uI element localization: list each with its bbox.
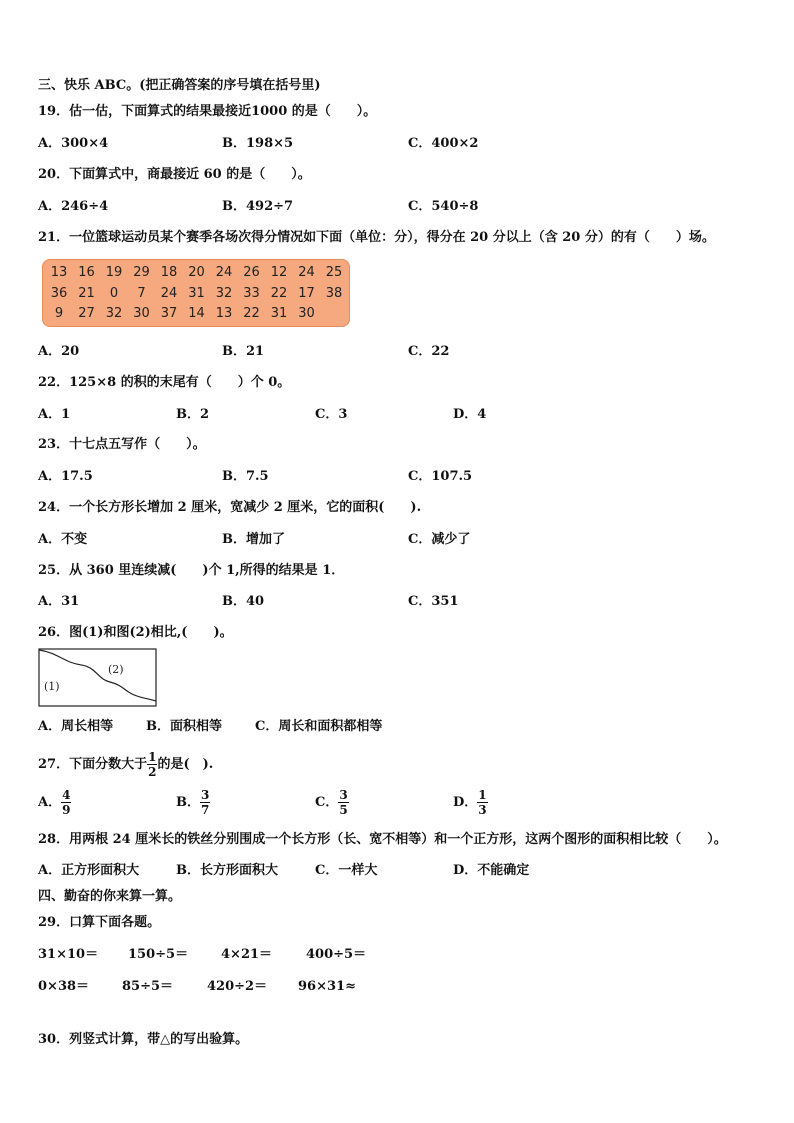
calc-item: 420÷2＝ [207, 979, 268, 994]
score-cell: 7 [137, 285, 146, 301]
calc-item: 4×21＝ [221, 947, 273, 962]
q27-stem-fraction: $\frac{1}{2}$ [148, 750, 157, 779]
score-cell: 19 [105, 265, 123, 280]
q20-option-c: C．540÷8 [408, 199, 479, 214]
figure-dividing-curve [39, 650, 156, 701]
q27-option-a: A． $\frac{4}{9}$ [38, 788, 71, 817]
q28-option-c: C．一样大 [315, 863, 378, 878]
q22-option-b: B．2 [176, 407, 210, 422]
q21-option-b: B．21 [222, 344, 265, 359]
score-cell: 9 [54, 306, 64, 321]
q30-stem: 30．列竖式计算，带△的写出验算。 [38, 1032, 249, 1047]
q25-option-c: C．351 [408, 594, 459, 609]
score-cell: 12 [270, 265, 288, 280]
score-cell: 31 [270, 306, 288, 321]
q27-option-c: C． $\frac{3}{5}$ [315, 788, 348, 817]
q19-stem: 19．估一估，下面算式的结果最接近1000 的是（ ）。 [38, 104, 377, 119]
q21-option-a: A．20 [38, 344, 80, 359]
q23-stem: 23．十七点五写作（ ）。 [38, 437, 206, 452]
figure-outer-rectangle [39, 649, 156, 706]
q25-option-a: A．31 [38, 594, 80, 609]
figure-label-2: (2) [108, 663, 124, 676]
q23-option-c: C．107.5 [408, 469, 473, 484]
score-cell: 24 [215, 265, 233, 280]
q28-option-a: A．正方形面积大 [38, 863, 140, 878]
score-cell: 36 [50, 285, 68, 301]
q23-option-a: A．17.5 [38, 469, 93, 484]
score-cell: 30 [133, 306, 150, 321]
q21-stem: 21．一位篮球运动员某个赛季各场次得分情况如下面（单位：分），得分在 20 分以上（含 20 分）的有（ ）场。 [38, 230, 715, 245]
calc-item: 150÷5＝ [128, 947, 189, 962]
score-cell: 26 [243, 265, 260, 280]
q19-option-b: B．198×5 [222, 136, 294, 151]
score-cell: 22 [243, 306, 260, 321]
q27-stem [38, 750, 213, 779]
q26-option-a: A．周长相等 [38, 719, 114, 734]
q27-option-b: B． $\frac{3}{7}$ [176, 788, 210, 817]
score-row [43, 263, 349, 283]
q20-option-b: B．492÷7 [222, 199, 294, 214]
section4-title: 四、勤奋的你来算一算。 [38, 889, 182, 904]
score-cell: 33 [243, 285, 260, 301]
calc-item: 31×10＝ [38, 947, 99, 962]
score-cell: 16 [78, 265, 95, 280]
score-cell: 30 [298, 306, 315, 321]
score-cell: 25 [325, 265, 343, 280]
q26-option-c: C．周长和面积都相等 [255, 719, 383, 734]
q24-option-b: B．增加了 [222, 532, 285, 547]
q26-stem: 26．图(1)和图(2)相比,( )。 [38, 625, 233, 640]
q21-option-c: C．22 [408, 344, 450, 359]
q25-option-b: B．40 [222, 594, 265, 609]
score-row [43, 304, 349, 324]
q20-stem: 20．下面算式中，商最接近 60 的是（ ）。 [38, 167, 311, 182]
score-cell: 22 [270, 285, 288, 301]
q24-option-c: C．减少了 [408, 532, 471, 547]
q28-option-d: D．不能确定 [453, 863, 530, 878]
q19-option-a: A．300×4 [38, 136, 109, 151]
score-cell: 13 [50, 265, 68, 280]
score-cell: 32 [105, 306, 123, 321]
q24-stem: 24．一个长方形长增加 2 厘米，宽减少 2 厘米，它的面积( ). [38, 500, 422, 515]
q19-option-c: C．400×2 [408, 136, 479, 151]
calc-item: 96×31≈ [298, 979, 356, 994]
score-cell: 31 [188, 285, 205, 301]
score-cell: 0 [109, 285, 119, 301]
score-cell: 14 [188, 306, 205, 321]
q27-stem-suffix: 的是( ). [157, 757, 214, 772]
q22-option-a: A．1 [38, 407, 71, 422]
q28-option-b: B．长方形面积大 [176, 863, 278, 878]
q26-option-b: B．面积相等 [146, 719, 222, 734]
score-cell: 13 [215, 306, 233, 321]
q22-option-d: D．4 [453, 407, 487, 422]
score-cell: 20 [188, 265, 205, 280]
score-row [43, 284, 349, 304]
score-cell: 29 [133, 265, 150, 280]
score-cell: 18 [160, 265, 178, 280]
q25-stem: 25．从 360 里连续减( )个 1,所得的结果是 1． [38, 563, 345, 578]
score-cell: 32 [215, 285, 233, 301]
q22-stem: 22．125×8 的积的末尾有（ ）个 0。 [38, 375, 291, 390]
figure-label-1: (1) [44, 680, 60, 693]
score-table [42, 259, 350, 327]
score-cell: 24 [160, 285, 178, 301]
q27-stem-prefix: 27．下面分数大于 [38, 757, 148, 772]
q26-figure [38, 648, 158, 708]
q28-stem: 28．用两根 24 厘米长的铁丝分别围成一个长方形（长、宽不相等）和一个正方形，这两个图形的面积相比较（ ）。 [38, 832, 727, 847]
score-cell: 38 [325, 285, 343, 301]
q24-option-a: A．不变 [38, 532, 88, 547]
calc-item: 400÷5＝ [306, 947, 367, 962]
q27-option-d: D． $\frac{1}{3}$ [453, 788, 487, 817]
score-cell: 17 [298, 285, 315, 301]
q23-option-b: B．7.5 [222, 469, 269, 484]
calc-item: 85÷5＝ [122, 979, 174, 994]
calc-item: 0×38＝ [38, 979, 90, 994]
q29-stem: 29．口算下面各题。 [38, 915, 161, 930]
score-cell: 37 [160, 306, 178, 321]
score-cell: 24 [298, 265, 315, 280]
score-cell: 27 [78, 306, 95, 321]
section3-title: 三、快乐 ABC。(把正确答案的序号填在括号里) [38, 78, 321, 93]
q22-option-c: C．3 [315, 407, 348, 422]
q20-option-a: A．246÷4 [38, 199, 109, 214]
score-cell: 21 [78, 285, 95, 301]
